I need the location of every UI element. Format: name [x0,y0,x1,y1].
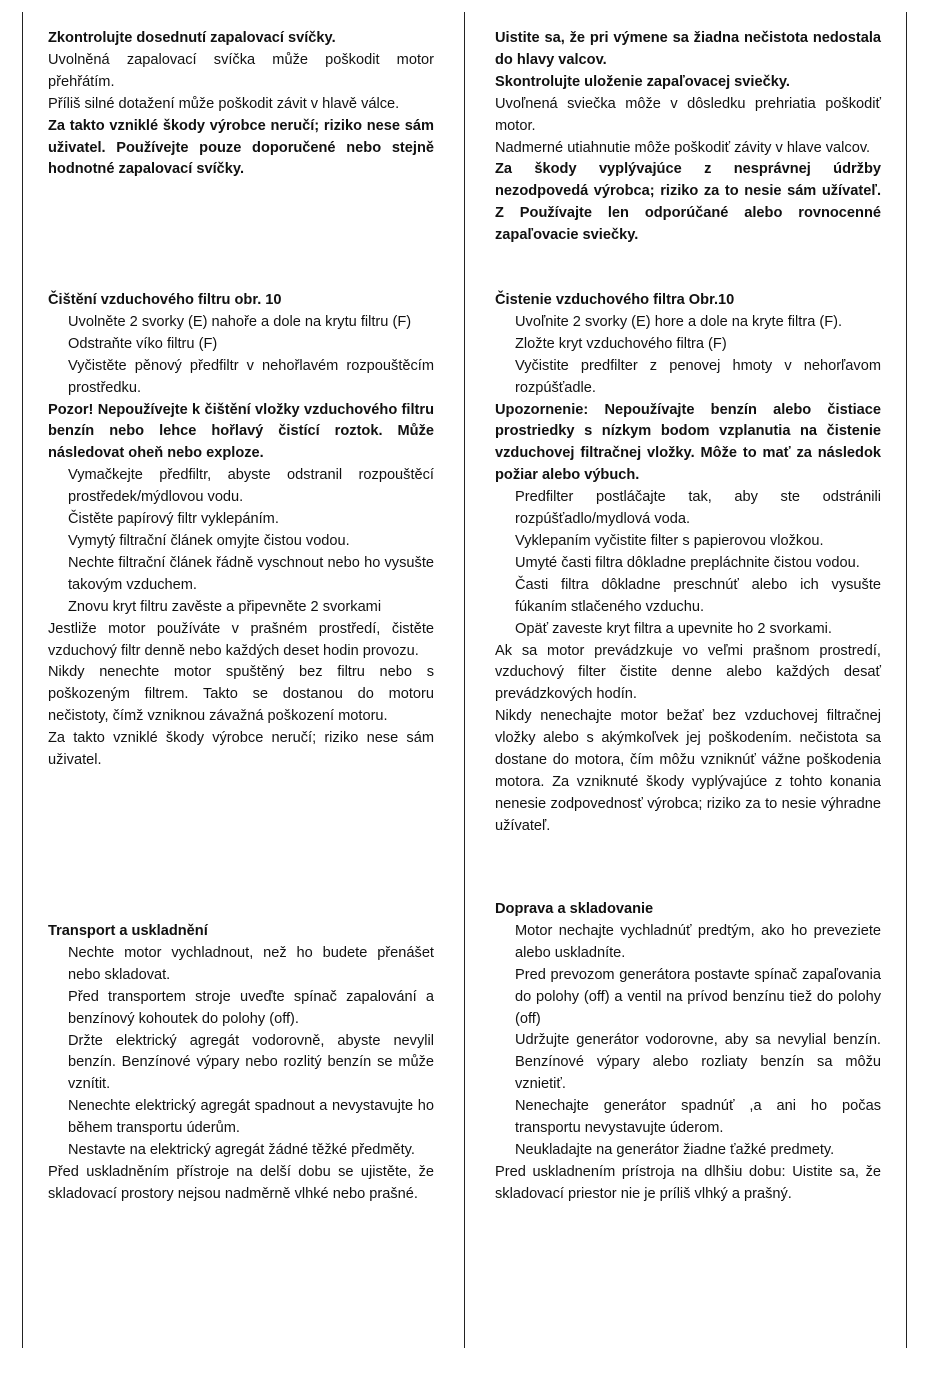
warning-paragraph: Pozor! Nepoužívejte k čištění vložky vzduchového filtru benzín nebo lehce hořlavý čistící roztok. Může následovat oheň nebo exploze. [48,401,434,462]
section-title: Čistenie vzduchového filtra Obr.10 [495,292,735,308]
step-item: Nenechajte generátor spadnúť ,a ani ho počas transportu nevystavujte úderom. [515,1098,881,1137]
transport-section [495,899,881,1206]
step-item: Zložte kryt vzduchového filtra (F) [515,335,727,352]
paragraph: Ak sa motor prevádzkuje vo veľmi prašnom prostredí, vzduchový filter čistite denne alebo každých desať prevádzkových hodín. [495,642,881,703]
spark-plug-section [48,28,434,181]
step-item: Udržujte generátor vodorovne, aby sa nevylial benzín. Benzínové výpary alebo rozliaty benzín sa môžu vznietiť. [515,1032,881,1093]
air-filter-section [48,290,434,772]
step-item: Umyté časti filtra dôkladne prepláchnite čistou vodou. [515,554,860,571]
step-item: Čistěte papírový filtr vyklepáním. [68,511,279,528]
warning-paragraph: Za škody vyplývajúce z nesprávnej údržby nezodpovedá výrobca; riziko za to nesie sám užívateľ. Z Používajte len odporúčané alebo rovnocenné zapaľovacie sviečky. [495,161,881,244]
paragraph: Nikdy nenechajte motor bežať bez vzduchovej filtračnej vložky alebo s akýmkoľvek jej poškodením. nečistota sa dostane do motora, čím môžu vzniknúť vážne poškodenia motora. Za vzniknuté škody vyplývajúce z tohto konania nenesie zodpovednosť výrobca; riziko za to nesie výhradne užívateľ. [495,708,881,834]
paragraph: Před uskladněním přístroje na delší dobu se ujistěte, že skladovací prostory nejsou nadměrně vlhké nebo prašné. [48,1163,434,1202]
intro-paragraph: Uistite sa, že pri výmene sa žiadna nečistota nedostala do hlavy valcov. [495,30,881,68]
step-item: Pred prevozom generátora postavte spínač zapaľovania do polohy (off) a ventil na prívod benzínu tiež do polohy (off) [515,966,881,1027]
section-title: Čištění vzduchového filtru obr. 10 [48,292,282,308]
right-border-line [906,12,907,1348]
step-item: Neukladajte na generátor žiadne ťažké predmety. [515,1141,835,1158]
section-title: Zkontrolujte dosednutí zapalovací svíčky. [48,30,336,46]
step-item: Nechte motor vychladnout, než ho budete přenášet nebo skladovat. [68,944,434,983]
section-title: Transport a uskladnění [48,923,208,939]
step-item: Predfilter postláčajte tak, aby ste odstránili rozpúšťadlo/mydlová voda. [515,489,881,528]
step-item: Vymačkejte předfiltr, abyste odstranil rozpouštěcí prostředek/mýdlovou vodu. [68,467,434,506]
step-item: Vymytý filtrační článek omyjte čistou vodou. [68,532,350,549]
air-filter-section [495,290,881,838]
step-item: Uvoľnite 2 svorky (E) hore a dole na kryte filtra (F). [515,313,843,330]
column-divider-line [464,12,465,1348]
step-item: Vyčistite predfilter z penovej hmoty v nehorľavom rozpúšťadle. [515,357,881,396]
paragraph: Uvolněná zapalovací svíčka může poškodit motor přehřátím. [48,51,434,90]
warning-paragraph: Za takto vzniklé škody výrobce neručí; riziko nese sám uživatel. Používejte pouze doporučené nebo stejně hodnotné zapalovací svíčky. [48,117,434,178]
step-item: Motor nechajte vychladnúť predtým, ako ho preveziete alebo uskladníte. [515,922,881,961]
paragraph: Za takto vzniklé škody výrobce neručí; riziko nese sám uživatel. [48,730,434,769]
warning-paragraph: Upozornenie: Nepoužívajte benzín alebo čistiace prostriedky s nízkym bodom vzplanutia na čistenie vzduchovej filtračnej vložky. Môže to mať za následok požiar alebo výbuch. [495,401,881,484]
paragraph: Uvoľnená sviečka môže v dôsledku prehriatia poškodiť motor. [495,95,881,134]
step-item: Uvolněte 2 svorky (E) nahoře a dole na krytu filtru (F) [68,313,412,330]
paragraph: Nikdy nenechte motor spuštěný bez filtru nebo s poškozeným filtrem. Takto se dostanou do motoru nečistoty, čímž vzniknou závažná poškození motoru. [48,664,434,725]
step-item: Držte elektrický agregát vodorovně, abyste nevylil benzín. Benzínové výpary nebo rozlitý benzín se může vznítit. [68,1032,434,1093]
step-item: Opäť zaveste kryt filtra a upevnite ho 2 svorkami. [515,620,832,637]
step-item: Nenechte elektrický agregát spadnout a nevystavujte ho během transportu úderům. [68,1098,434,1137]
step-item: Znovu kryt filtru zavěste a připevněte 2 svorkami [68,598,382,615]
section-title: Skontrolujte uloženie zapaľovacej sviečky. [495,73,790,90]
paragraph: Pred uskladnením prístroja na dlhšiu dobu: Uistite sa, že skladovací priestor nie je príliš vlhký a prašný. [495,1163,881,1202]
spark-plug-section [495,28,881,247]
step-item: Vyklepaním vyčistite filter s papierovou vložkou. [515,532,824,549]
transport-section [48,921,434,1206]
step-item: Nechte filtrační článek řádně vyschnout nebo ho vysušte takovým vzduchem. [68,554,434,593]
step-item: Odstraňte víko filtru (F) [68,335,218,352]
paragraph: Příliš silné dotažení může poškodit závit v hlavě válce. [48,95,400,112]
paragraph: Jestliže motor používáte v prašném prostředí, čistěte vzduchový filtr denně nebo každých deset hodin provozu. [48,620,434,659]
step-item: Vyčistěte pěnový předfiltr v nehořlavém rozpouštěcím prostředku. [68,357,434,396]
section-title: Doprava a skladovanie [495,901,654,917]
step-item: Časti filtra dôkladne preschnúť alebo ich vysušte fúkaním stlačeného vzduchu. [515,576,881,615]
step-item: Nestavte na elektrický agregát žádné těžké předměty. [68,1142,415,1159]
paragraph: Nadmerné utiahnutie môže poškodiť závity v hlave valcov. [495,139,871,156]
left-border-line [22,12,23,1348]
step-item: Před transportem stroje uveďte spínač zapalování a benzínový kohoutek do polohy (off). [68,988,434,1027]
